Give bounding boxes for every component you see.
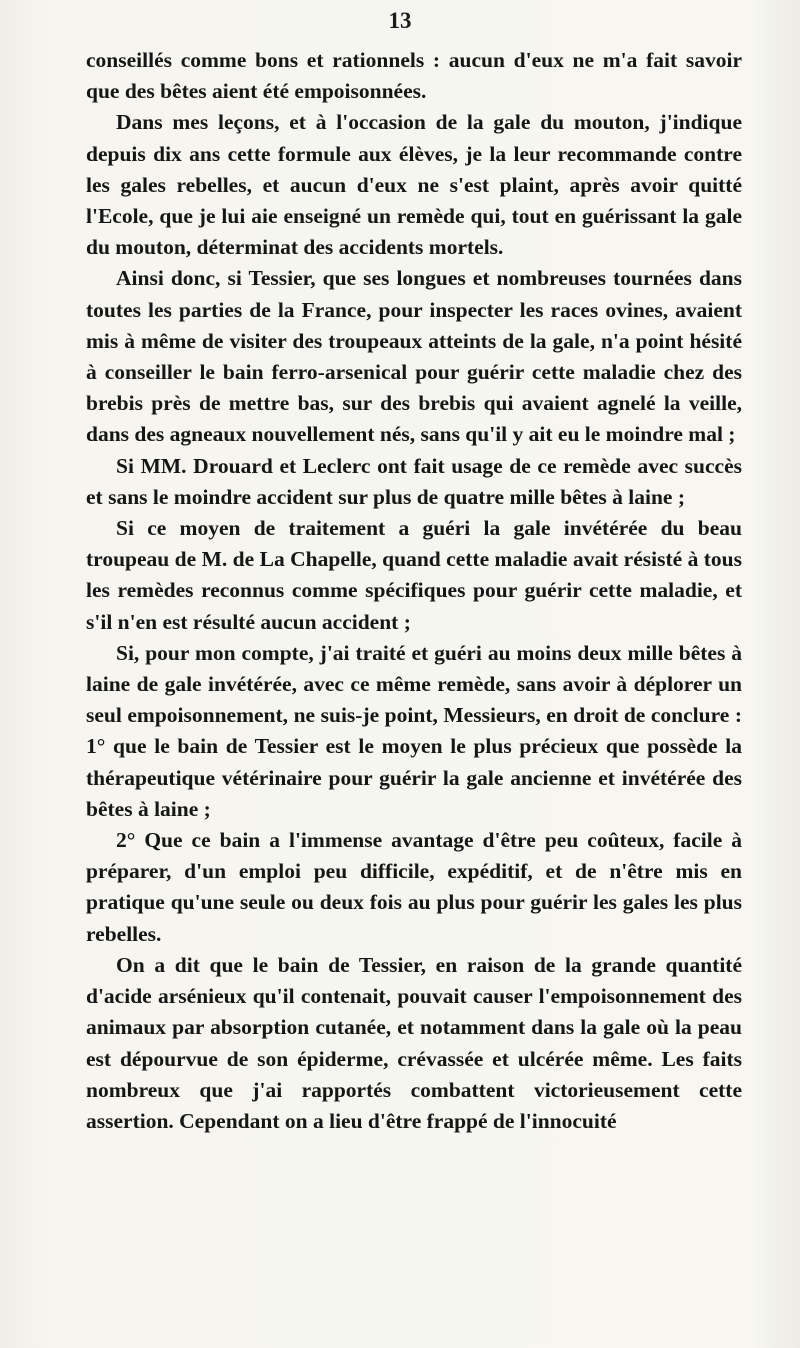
body-text xyxy=(86,45,742,1137)
paragraph-la-chapelle: Si ce moyen de traitement a guéri la gale invétérée du beau troupeau de M. de La Chapelle, quand cette maladie avait résisté à tous les remèdes reconnus comme spécifiques pour guérir cette maladie, et s'il n'en est résulté aucun accident ; xyxy=(86,516,742,634)
paragraph-conclusion-1: Si, pour mon compte, j'ai traité et guéri au moins deux mille bêtes à laine de gale invétérée, avec ce même remède, sans avoir à déplorer un seul empoisonnement, ne suis-je point, Messieurs, en droit de conclure : 1° que le bain de Tessier est le moyen le plus précieux que possède la thérapeutique vétérinaire pour guérir la gale ancienne et invétérée des bêtes à laine ; xyxy=(86,640,742,821)
paragraph-tessier: Ainsi donc, si Tessier, que ses longues et nombreuses tournées dans toutes les parties de la France, pour inspecter les races ovines, avaient mis à même de visiter des troupeaux atteints de la gale, n'a point hésité à conseiller le bain ferro-arsenical pour guérir cette maladie chez des brebis près de mettre bas, sur des brebis qui avaient agnelé la veille, dans des agneaux nouvellement nés, sans qu'il y ait eu le moindre mal ; xyxy=(86,266,742,447)
page-number: 13 xyxy=(388,8,412,33)
paragraph-absorption: On a dit que le bain de Tessier, en raison de la grande quantité d'acide arsénieux qu'il contenait, pouvait causer l'empoisonnement des animaux par absorption cutanée, et notamment dans la gale où la peau est dépourvue de son épiderme, crévassée et ulcérée même. Les faits nombreux que j'ai rapportés combattent victorieusement cette assertion. Cependant on a lieu d'être frappé de l'innocuité xyxy=(86,952,742,1133)
paragraph-lessons: Dans mes leçons, et à l'occasion de la gale du mouton, j'indique depuis dix ans cette formule aux élèves, je la leur recommande contre les gales rebelles, et aucun d'eux ne s'est plaint, après avoir quitté l'Ecole, que je lui aie enseigné un remède qui, tout en guérissant la gale du mouton, déterminat des accidents mortels. xyxy=(86,110,742,260)
paragraph-continuation: conseillés comme bons et rationnels : aucun d'eux ne m'a fait savoir que des bêtes aient été empoisonnées. xyxy=(86,48,742,104)
paragraph-drouard-leclerc: Si MM. Drouard et Leclerc ont fait usage de ce remède avec succès et sans le moindre accident sur plus de quatre mille bêtes à laine ; xyxy=(86,453,742,509)
paragraph-conclusion-2: 2° Que ce bain a l'immense avantage d'être peu coûteux, facile à préparer, d'un emploi peu difficile, expéditif, et de n'être mis en pratique qu'une seule ou deux fois au plus pour guérir les gales les plus rebelles. xyxy=(86,828,742,946)
